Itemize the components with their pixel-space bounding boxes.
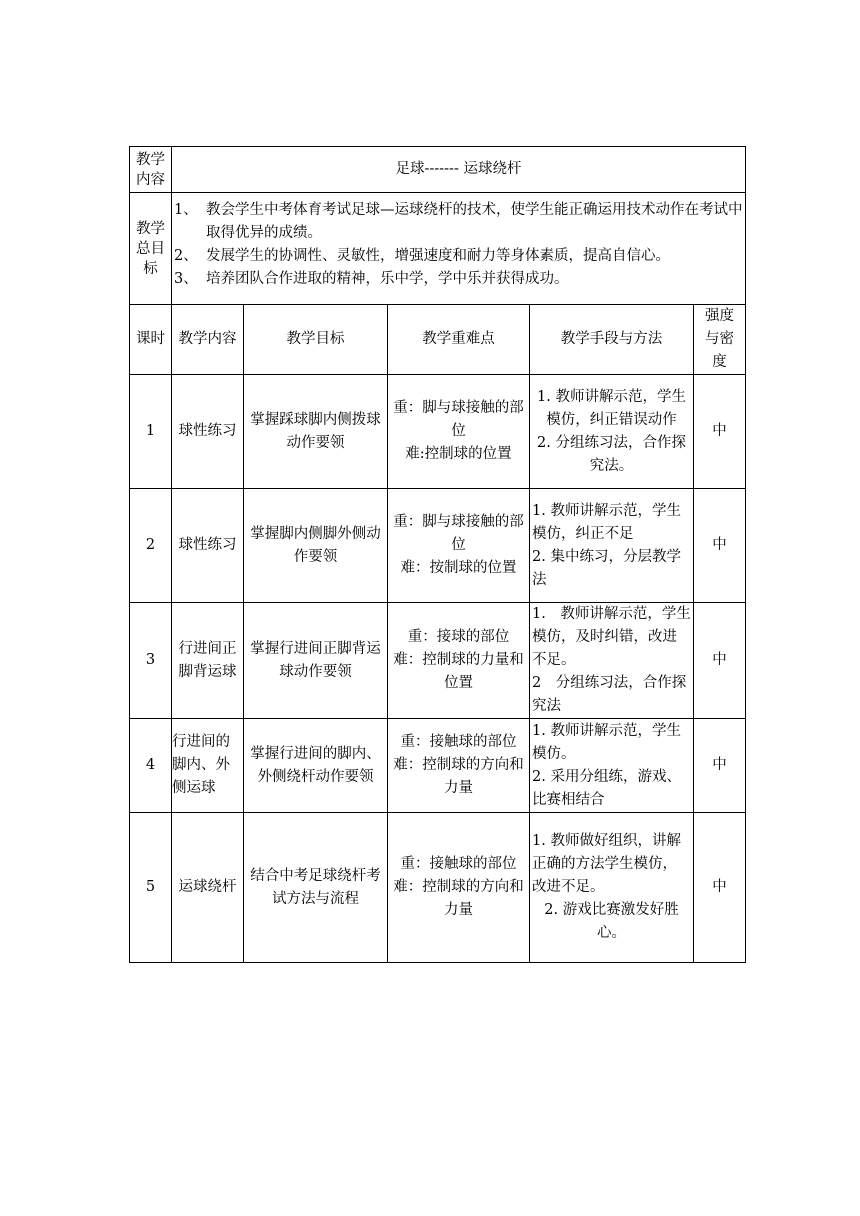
methods-cell: 1. 教师讲解示范，学生模仿，及时纠错，改进不足。 2 分组练习法，合作探究法: [530, 603, 694, 719]
column-header-row: [130, 305, 746, 375]
key-points-cell: 重：脚与球接触的部位 难：按制球的位置: [388, 489, 530, 603]
column-header: 教学重难点: [388, 305, 530, 375]
period-cell: 3: [130, 603, 172, 719]
goals-row: [130, 193, 746, 305]
table-row: [130, 719, 746, 813]
methods-cell: 1. 教师做好组织，讲解正确的方法学生模仿，改进不足。 2. 游戏比赛激发好胜心。: [530, 813, 694, 963]
methods-cell: 1. 教师讲解示范，学生模仿，纠正错误动作 2. 分组练习法，合作探究法。: [530, 375, 694, 489]
column-header: 强度与密度: [694, 305, 746, 375]
column-header: 教学手段与方法: [530, 305, 694, 375]
goal-item: 3、 培养团队合作进取的精神，乐中学，学中乐并获得成功。: [174, 271, 569, 287]
key-points-cell: 重：接触球的部位 难：控制球的方向和力量: [388, 719, 530, 813]
column-header: 课时: [130, 305, 172, 375]
intensity-cell: 中: [694, 603, 746, 719]
goal-item: 2、 发展学生的协调性、灵敏性，增强速度和耐力等身体素质，提高自信心。: [174, 248, 670, 264]
goal-item: 1、 教会学生中考体育考试足球—运球绕杆的技术，使学生能正确运用技术动作在考试中取得优异的成绩。: [174, 202, 743, 241]
period-cell: 4: [130, 719, 172, 813]
content-cell: 球性练习: [172, 489, 244, 603]
content-cell: 行进间的脚内、外侧运球: [172, 719, 244, 813]
goals-cell: [172, 193, 746, 305]
objective-cell: 掌握脚内侧脚外侧动作要领: [244, 489, 388, 603]
intensity-cell: 中: [694, 813, 746, 963]
period-cell: 1: [130, 375, 172, 489]
intensity-cell: 中: [694, 719, 746, 813]
content-value: 足球------- 运球绕杆: [172, 147, 746, 193]
column-header: 教学内容: [172, 305, 244, 375]
table-row: [130, 375, 746, 489]
column-header: 教学目标: [244, 305, 388, 375]
objective-cell: 掌握行进间的脚内、外侧绕杆动作要领: [244, 719, 388, 813]
table-row: [130, 813, 746, 963]
period-cell: 2: [130, 489, 172, 603]
lesson-plan-table: [129, 146, 746, 963]
key-points-cell: 重：接触球的部位 难：控制球的方向和力量: [388, 813, 530, 963]
content-cell: 行进间正脚背运球: [172, 603, 244, 719]
intensity-cell: 中: [694, 489, 746, 603]
objective-cell: 掌握行进间正脚背运球动作要领: [244, 603, 388, 719]
methods-cell: 1. 教师讲解示范，学生模仿，纠正不足 2. 集中练习，分层教学法: [530, 489, 694, 603]
objective-cell: 结合中考足球绕杆考试方法与流程: [244, 813, 388, 963]
content-cell: 球性练习: [172, 375, 244, 489]
key-points-cell: 重：接球的部位 难：控制球的力量和位置: [388, 603, 530, 719]
key-points-cell: 重：脚与球接触的部位 难:控制球的位置: [388, 375, 530, 489]
table-row: [130, 489, 746, 603]
goals-label: 教学总目标: [130, 193, 172, 305]
table-row: [130, 603, 746, 719]
content-label: 教学内容: [130, 147, 172, 193]
period-cell: 5: [130, 813, 172, 963]
content-cell: 运球绕杆: [172, 813, 244, 963]
intensity-cell: 中: [694, 375, 746, 489]
objective-cell: 掌握踩球脚内侧拨球动作要领: [244, 375, 388, 489]
methods-cell: 1. 教师讲解示范，学生模仿。 2. 采用分组练，游戏、比赛相结合: [530, 719, 694, 813]
content-row: [130, 147, 746, 193]
